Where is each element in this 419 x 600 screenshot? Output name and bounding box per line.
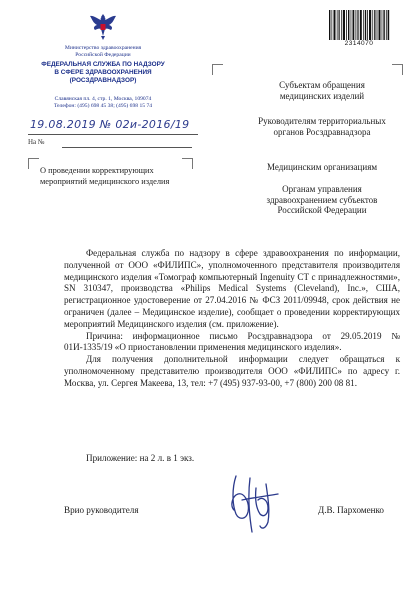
recipient-bracket-left	[212, 64, 223, 75]
subject-bracket-right	[182, 158, 193, 169]
state-emblem-icon	[88, 10, 118, 42]
subject-bracket-left	[28, 158, 39, 169]
body-paragraph-1: Федеральная служба по надзору в сфере здравоохранения по информации, полученной от ООО «ФИЛИПС», уполномоченного представителя производителя медицинского изделия «Томограф компьютерный Ingenuity CT с принадлежностями», SN 310347, производства «Philips Medical Systems (Cleveland), Inc.», США, регистрационное удостоверение от 27.04.2016 № ФСЗ 2011/09948, срок действия не ограничен (далее – Медицинское изделие), сообщает о проведении корректирующих мероприятий Медицинского изделия (см. приложение).	[64, 248, 400, 329]
agency-phone: Телефон: (495) 698 45 38; (495) 698 15 74	[53, 102, 153, 109]
attachment-note: Приложение: на 2 л. в 1 экз.	[86, 453, 195, 463]
incoming-ref-line	[62, 147, 192, 148]
agency-line-1: ФЕДЕРАЛЬНАЯ СЛУЖБА ПО НАДЗОРУ	[41, 61, 165, 68]
letter-body	[64, 248, 400, 390]
signer-name: Д.В. Пархоменко	[318, 505, 384, 515]
agency-header	[22, 61, 184, 85]
outgoing-ref-handwritten: 19.08.2019 № 02и-2016/19	[30, 118, 190, 131]
ministry-header	[22, 45, 184, 58]
ministry-line-2: Российской Федерации	[75, 51, 131, 58]
ministry-line-1: Министерство здравоохранения	[64, 45, 142, 51]
letter-subject: О проведении корректирующих мероприятий медицинского изделия	[40, 166, 170, 186]
handwritten-signature-icon	[222, 470, 288, 538]
agency-address: Славянская пл. 4, стр. 1, Москва, 109074	[54, 96, 152, 102]
recipient-1: Субъектам обращения медицинских изделий	[279, 80, 365, 101]
body-paragraph-3: Для получения дополнительной информации следует обращаться к уполномоченному представителю производителя ООО «ФИЛИПС» по адресу г. Москва, ул. Сергея Макеева, 13, тел: +7 (495) 937-93-00, +7 (800) 200 08 81.	[64, 354, 400, 388]
agency-contacts	[22, 96, 184, 109]
body-paragraph-2: Причина: информационное письмо Росздравнадзора от 29.05.2019 № 01И-1335/19 «О приостановлении применения медицинского изделия».	[64, 330, 400, 353]
barcode-number: 2314070	[344, 40, 374, 47]
agency-line-2: В СФЕРЕ ЗДРАВООХРАНЕНИЯ	[54, 69, 152, 76]
agency-line-3: (РОСЗДРАВНАДЗОР)	[69, 77, 137, 84]
signer-position: Врио руководителя	[64, 505, 139, 515]
barcode-icon	[328, 10, 390, 40]
recipient-bracket-right	[392, 64, 403, 75]
recipient-3: Медицинским организациям	[266, 162, 378, 172]
recipient-2: Руководителям территориальных органов Росздравнадзора	[258, 116, 386, 137]
incoming-ref-label: На №	[28, 138, 45, 146]
recipient-4: Органам управления здравоохранением субъектов Российской Федерации	[266, 184, 378, 215]
